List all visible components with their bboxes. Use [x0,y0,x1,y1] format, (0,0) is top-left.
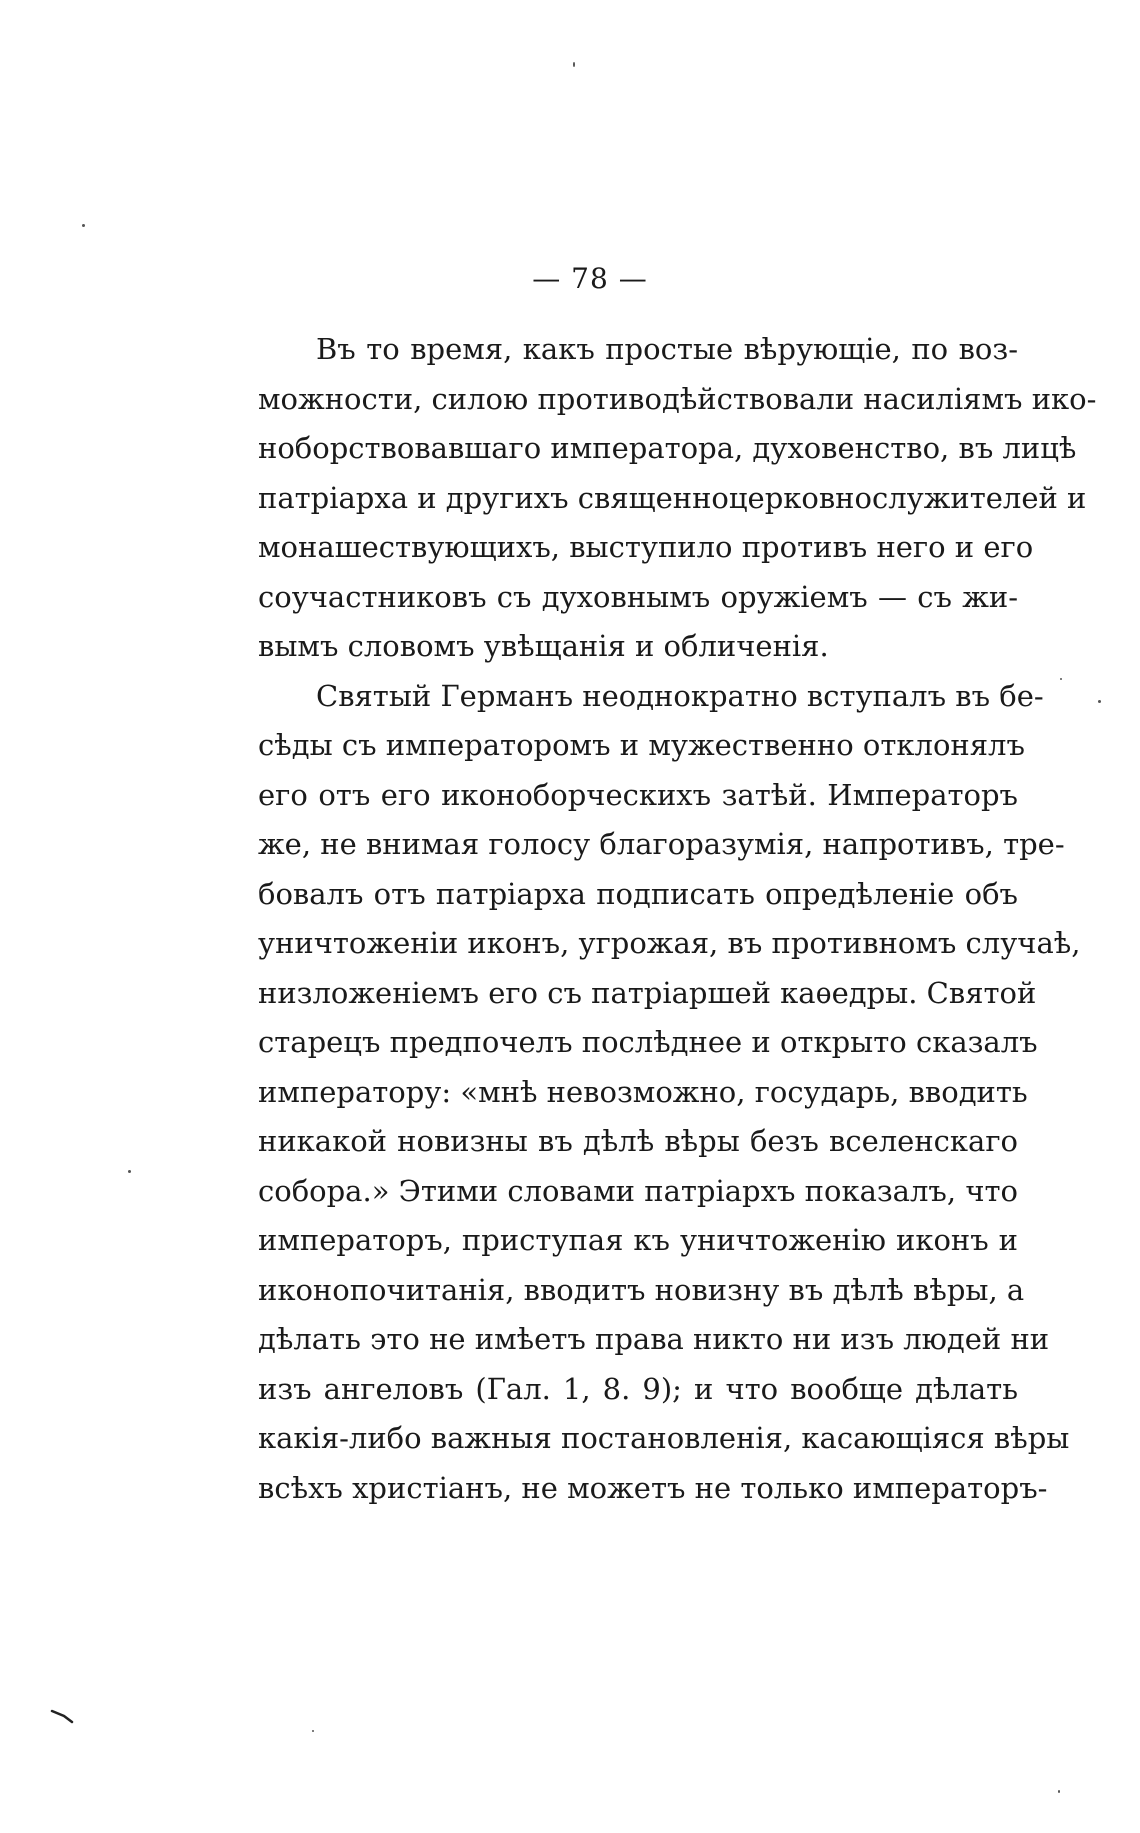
scan-speck [312,1730,314,1732]
text-line: дѣлать это не имѣетъ права никто ни изъ людей ни [258,1322,1050,1356]
text-line: всѣхъ христіанъ, не можетъ не только императоръ- [258,1470,1048,1505]
text-line: его отъ его иконоборческихъ затѣй. Императоръ [258,777,1018,812]
scan-speck [128,1170,131,1173]
text-line: бовалъ отъ патріарха подписать опредѣленіе объ [258,876,1018,911]
text-line: изъ ангеловъ (Гал. 1, 8. 9); и что вообще дѣлать [258,1371,1018,1406]
text-line: сѣды съ императоромъ и мужественно отклонялъ [258,728,1025,762]
text-line: ноборствовавшаго императора, духовенство, въ лицѣ [258,431,1077,465]
text-line: монашествующихъ, выступило противъ него и его [258,530,1034,564]
text-line: Святый Германъ неоднократно вступалъ въ бе- [316,678,1044,713]
text-line: императору: «мнѣ невозможно, государь, вводить [258,1074,1028,1109]
text-line: низложеніемъ его съ патріаршей каѳедры. Святой [258,975,1037,1010]
text-line: никакой новизны въ дѣлѣ вѣры безъ вселенскаго [258,1124,1018,1158]
text-line: старецъ предпочелъ послѣднее и открыто сказалъ [258,1025,1038,1059]
text-line: собора.» Этими словами патріархъ показалъ, что [258,1173,1018,1208]
body-text [258,325,1097,1513]
text-line: императоръ, приступая къ уничтоженію иконъ и [258,1223,1018,1257]
text-line: патріарха и другихъ священноцерковнослужителей и [258,480,1087,515]
text-line: иконопочитанія, вводитъ новизну въ дѣлѣ вѣры, а [258,1272,1025,1307]
scan-mark-icon [50,1708,76,1724]
text-line: соучастниковъ съ духовнымъ оружіемъ — съ жи- [258,579,1018,614]
scan-speck [1060,678,1062,680]
scan-speck [82,224,85,227]
scan-speck [1058,1790,1060,1793]
text-line: Въ то время, какъ простые вѣрующіе, по воз- [316,332,1018,366]
text-line: уничтоженіи иконъ, угрожая, въ противномъ случаѣ, [258,926,1081,960]
text-line: вымъ словомъ увѣщанія и обличенія. [258,629,829,663]
paragraph-2 [258,672,1081,1514]
text-line: можности, силою противодѣйствовали насиліямъ ико- [258,381,1097,416]
text-line: какія-либо важныя постановленія, касающіяся вѣры [258,1421,1070,1455]
page-number: — 78 — [532,262,648,295]
scan-speck [1098,700,1101,703]
paragraph-1 [258,325,1097,672]
text-line: же, не внимая голосу благоразумія, напротивъ, тре- [258,827,1065,861]
scan-speck [573,62,575,67]
